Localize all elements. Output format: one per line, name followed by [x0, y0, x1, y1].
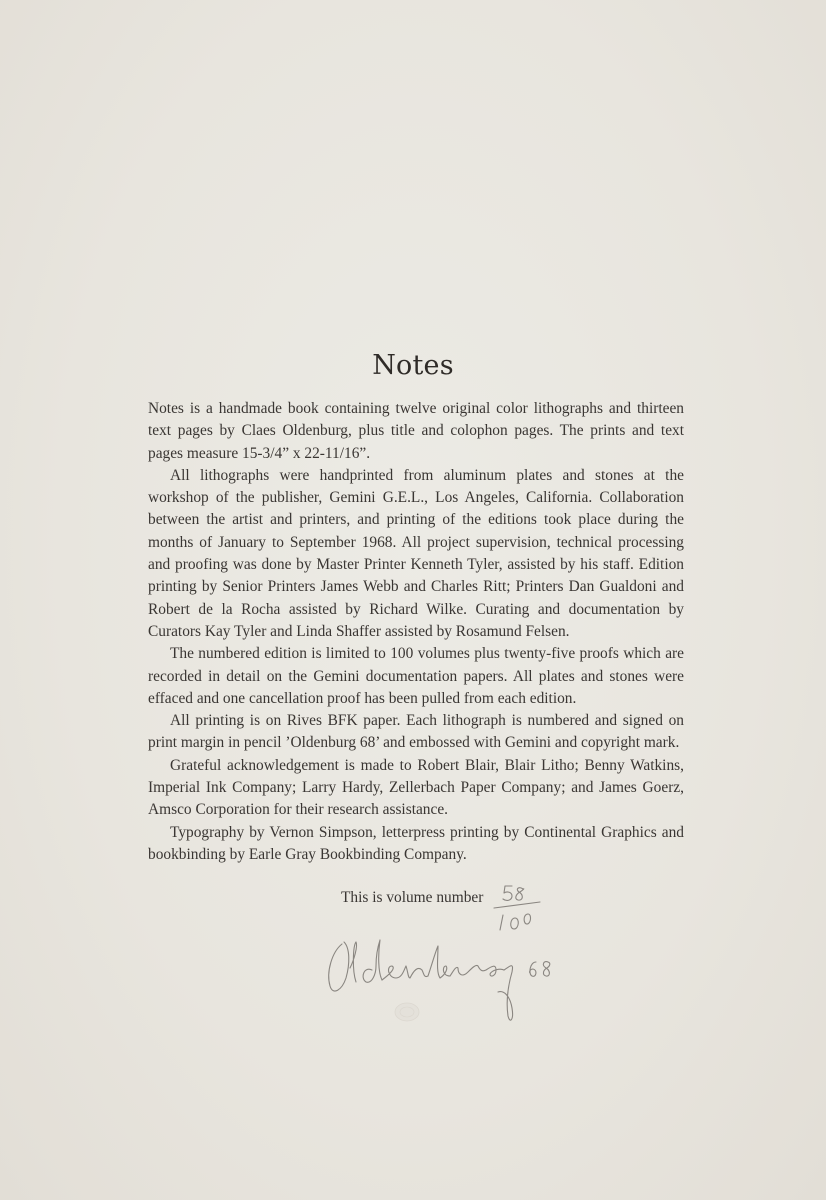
- paragraph-acknowledgement: Grateful acknowledgement is made to Robert Blair, Blair Litho; Benny Watkins, Imperial Ink Company; Larry Hardy, Zellerbach Paper Company; and James Goerz, Amsco Corporation for their research assistance.: [148, 756, 684, 819]
- paragraph-lithographs: All lithographs were handprinted from aluminum plates and stones at the workshop of the publisher, Gemini G.E.L., Los Angeles, California. Collaboration between the artist and printers, and printing of the editions took place during the months of January to September 1968. All project supervision, technical processing and proofing was done by Master Printer Kenneth Tyler, assisted by his staff. Edition printing by Senior Printers James Webb and Charles Ritt; Printers Dan Gualdoni and Robert de la Rocha assisted by Richard Wilke. Curating and documentation by Curators Kay Tyler and Linda Shaffer assisted by Rosamund Felsen.: [148, 466, 684, 640]
- paragraph-paper: All printing is on Rives BFK paper. Each lithograph is numbered and signed on print margin in pencil ’Oldenburg 68’ and embossed with Gemini and copyright mark.: [148, 712, 684, 752]
- paragraph-typography: Typography by Vernon Simpson, letterpress printing by Continental Graphics and bookbinding by Earle Gray Bookbinding Company.: [148, 823, 684, 863]
- paragraph-intro: Notes is a handmade book containing twelve original color lithographs and thirteen text pages by Claes Oldenburg, plus title and colophon pages. The prints and text pages measure 15-3/4” x 22-11/16”.: [148, 400, 684, 462]
- blind-emboss-stamp: [393, 1001, 421, 1023]
- artist-signature: [320, 920, 560, 1030]
- paragraph-edition: The numbered edition is limited to 100 volumes plus twenty-five proofs which are recorded in detail on the Gemini documentation papers. All plates and stones were effaced and one cancellation proof has been pulled from each edition.: [148, 645, 684, 707]
- notes-body: [148, 398, 684, 866]
- volume-number-label: This is volume number: [341, 889, 484, 906]
- page-title: Notes: [372, 350, 454, 381]
